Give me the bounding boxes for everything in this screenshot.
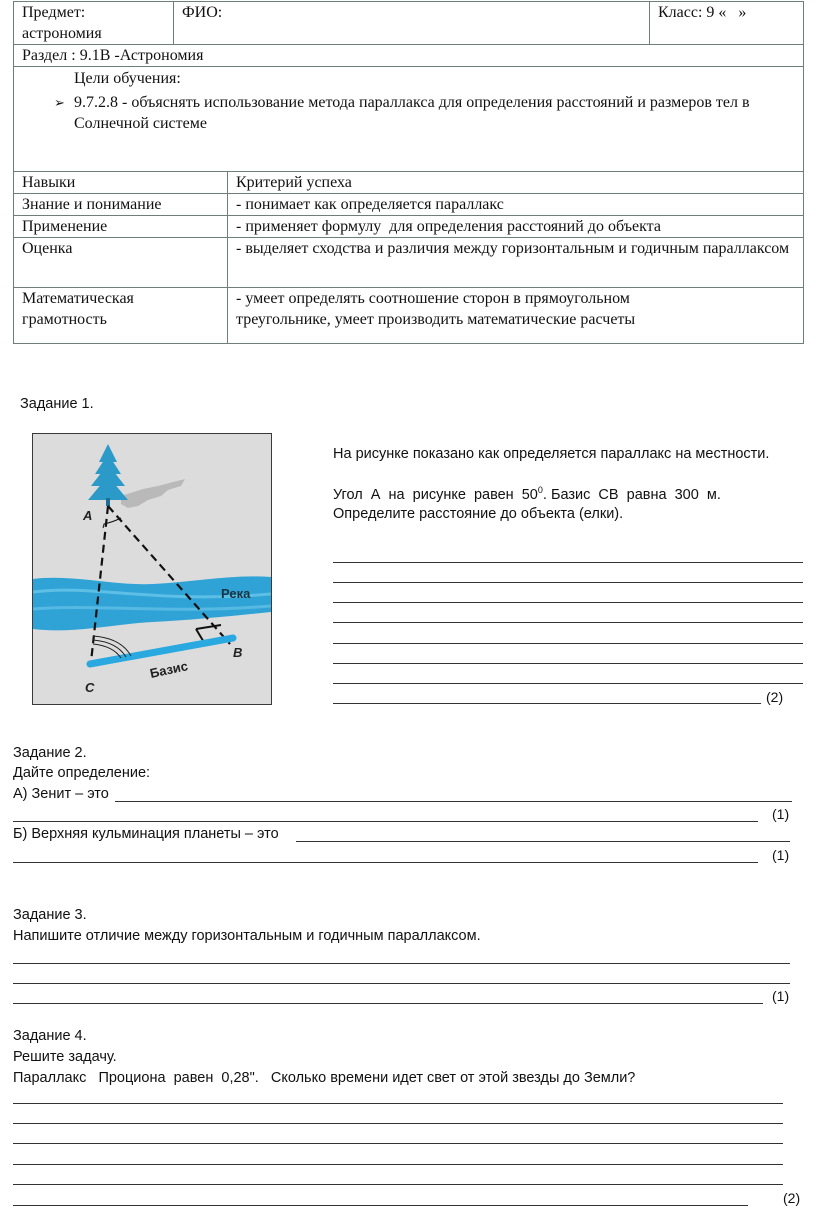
task3-prompt: Напишите отличие между горизонтальным и годичным параллаксом. xyxy=(13,928,481,944)
task1-angle-text: Угол А на рисунке равен 50 xyxy=(333,486,538,503)
answer-line[interactable] xyxy=(333,602,803,603)
answer-line[interactable] xyxy=(13,963,790,964)
task2-b-score: (1) xyxy=(772,847,790,863)
task1-score: (2) xyxy=(766,689,784,705)
task1-basis-text: . Базис СВ равна 300 м. xyxy=(542,486,721,503)
table-row xyxy=(14,216,804,238)
task4-prompt: Решите задачу. xyxy=(13,1049,117,1065)
table-row xyxy=(14,288,804,344)
criterion-cell: - понимает как определяется параллакс xyxy=(228,194,804,216)
answer-line[interactable] xyxy=(13,983,790,984)
goals-title: Цели обучения: xyxy=(74,70,181,87)
column-header-skills: Навыки xyxy=(14,172,228,194)
label-a: A xyxy=(83,508,93,523)
skill-cell: Оценка xyxy=(14,238,228,288)
subject-value: астрономия xyxy=(22,25,102,42)
column-header-criterion: Критерий успеха xyxy=(228,172,804,194)
criterion-cell: - применяет формулу для определения расстояний до объекта xyxy=(228,216,804,238)
answer-line[interactable] xyxy=(13,1143,783,1144)
task3-title: Задание 3. xyxy=(13,907,87,923)
skills-table xyxy=(13,171,804,344)
fio-label: ФИО: xyxy=(182,4,223,21)
skill-cell: Применение xyxy=(14,216,228,238)
answer-line[interactable] xyxy=(115,801,792,802)
right-angle-mark xyxy=(196,625,221,629)
skill-cell: Математическая грамотность xyxy=(14,288,228,344)
tree-shadow xyxy=(121,479,185,508)
class-cell[interactable] xyxy=(650,2,804,45)
skills-header-row xyxy=(14,172,804,194)
task4-problem: Параллакс Проциона равен 0,28". Сколько времени идет свет от этой звезды до Земли? xyxy=(13,1070,636,1086)
answer-line[interactable] xyxy=(13,821,758,822)
task1-title: Задание 1. xyxy=(20,396,94,412)
criterion-cell: - выделяет сходства и различия между горизонтальным и годичным параллаксом xyxy=(228,238,804,288)
answer-line[interactable] xyxy=(13,1123,783,1124)
answer-line[interactable] xyxy=(333,663,803,664)
subject-cell xyxy=(14,2,174,45)
answer-line[interactable] xyxy=(333,703,761,704)
goal-text: 9.7.2.8 - объяснять использование метода параллакса для определения расстояний и размеров тел в Солнечной системе xyxy=(74,94,750,132)
section-cell xyxy=(14,45,804,67)
task2-a-score: (1) xyxy=(772,806,790,822)
answer-line[interactable] xyxy=(13,862,758,863)
answer-line[interactable] xyxy=(333,562,803,563)
lesson-header-table xyxy=(13,1,804,172)
task1-question: Определите расстояние до объекта (елки). xyxy=(333,506,624,522)
task4-title: Задание 4. xyxy=(13,1028,87,1044)
goals-cell xyxy=(14,67,804,172)
table-row xyxy=(14,238,804,288)
criterion-cell: - умеет определять соотношение сторон в прямоугольном треугольнике, умеет производить математические расчеты xyxy=(228,288,804,344)
label-basis: Базис xyxy=(148,658,190,681)
task1-intro: На рисунке показано как определяется параллакс на местности. xyxy=(333,446,770,462)
class-label: Класс: 9 « » xyxy=(658,4,747,21)
answer-line[interactable] xyxy=(13,1205,748,1206)
task1-condition xyxy=(333,485,721,503)
tree-icon xyxy=(88,444,128,506)
answer-line[interactable] xyxy=(333,622,803,623)
table-row xyxy=(14,194,804,216)
parallax-figure xyxy=(32,433,272,705)
task2-a-label: А) Зенит – это xyxy=(13,786,109,802)
answer-line[interactable] xyxy=(333,582,803,583)
answer-line[interactable] xyxy=(13,1164,783,1165)
parallax-diagram xyxy=(33,434,271,704)
goal-item xyxy=(22,92,795,134)
section-label: Раздел : 9.1В -Астрономия xyxy=(22,47,204,64)
task4-score: (2) xyxy=(783,1190,801,1206)
answer-line[interactable] xyxy=(13,1103,783,1104)
subject-label: Предмет: xyxy=(22,4,86,21)
degree-symbol: 0 xyxy=(537,485,543,495)
arrow-bullet-icon: ➢ xyxy=(54,95,65,110)
task2-prompt: Дайте определение: xyxy=(13,765,151,781)
answer-line[interactable] xyxy=(13,1184,783,1185)
task2-title: Задание 2. xyxy=(13,745,87,761)
basis-line xyxy=(90,638,233,664)
task3-score: (1) xyxy=(772,988,790,1004)
answer-line[interactable] xyxy=(13,1003,763,1004)
skill-cell: Знание и понимание xyxy=(14,194,228,216)
answer-line[interactable] xyxy=(296,841,790,842)
label-river: Река xyxy=(221,586,251,601)
answer-line[interactable] xyxy=(333,643,803,644)
label-c: C xyxy=(85,680,95,695)
answer-line[interactable] xyxy=(333,683,803,684)
label-b: B xyxy=(233,645,243,660)
river xyxy=(33,576,271,630)
task2-b-label: Б) Верхняя кульминация планеты – это xyxy=(13,826,279,842)
fio-cell[interactable] xyxy=(174,2,650,45)
